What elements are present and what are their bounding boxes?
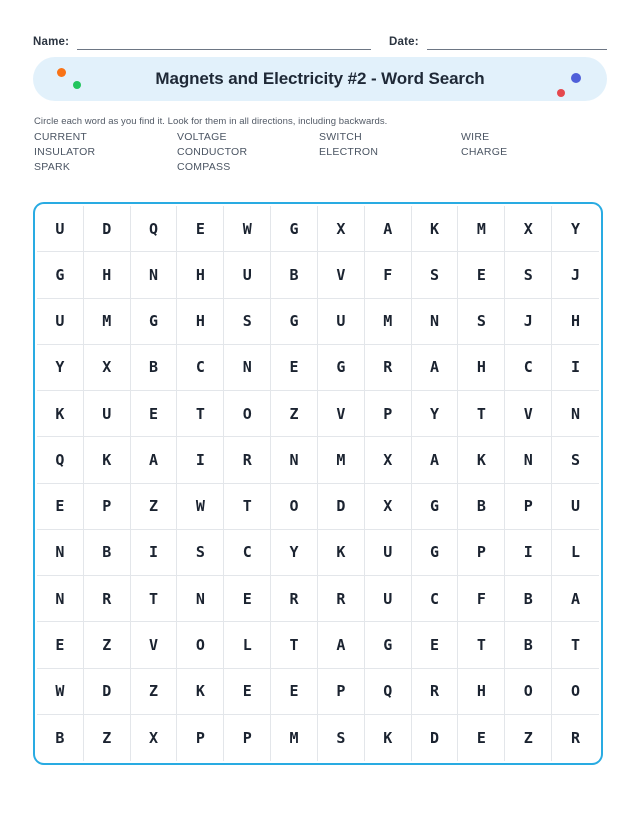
grid-cell-r11-c12[interactable]: O bbox=[552, 669, 599, 715]
grid-cell-r1-c7[interactable]: X bbox=[318, 206, 365, 252]
grid-cell-r11-c5[interactable]: E bbox=[224, 669, 271, 715]
grid-cell-r5-c10[interactable]: T bbox=[458, 391, 505, 437]
grid-cell-r12-c11[interactable]: Z bbox=[505, 715, 552, 761]
grid-cell-r6-c11[interactable]: N bbox=[505, 437, 552, 483]
grid-cell-r1-c12[interactable]: Y bbox=[552, 206, 599, 252]
grid-cell-r2-c3[interactable]: N bbox=[131, 252, 178, 298]
grid-cell-r6-c7[interactable]: M bbox=[318, 437, 365, 483]
word-list-item[interactable]: CHARGE bbox=[461, 146, 508, 158]
grid-cell-r7-c1[interactable]: E bbox=[37, 484, 84, 530]
grid-cell-r10-c8[interactable]: G bbox=[365, 622, 412, 668]
grid-cell-r9-c5[interactable]: E bbox=[224, 576, 271, 622]
grid-cell-r3-c5[interactable]: S bbox=[224, 299, 271, 345]
grid-cell-r2-c9[interactable]: S bbox=[412, 252, 459, 298]
date-field-group bbox=[389, 34, 607, 50]
grid-cell-r6-c12[interactable]: S bbox=[552, 437, 599, 483]
grid-cell-r4-c11[interactable]: C bbox=[505, 345, 552, 391]
grid-cell-r3-c9[interactable]: N bbox=[412, 299, 459, 345]
grid-cell-r6-c9[interactable]: A bbox=[412, 437, 459, 483]
grid-cell-r3-c6[interactable]: G bbox=[271, 299, 318, 345]
grid-cell-r8-c8[interactable]: U bbox=[365, 530, 412, 576]
word-list-item[interactable]: COMPASS bbox=[177, 161, 231, 173]
grid-cell-r4-c5[interactable]: N bbox=[224, 345, 271, 391]
grid-cell-r11-c10[interactable]: H bbox=[458, 669, 505, 715]
grid-cell-r9-c2[interactable]: R bbox=[84, 576, 131, 622]
grid-cell-r8-c2[interactable]: B bbox=[84, 530, 131, 576]
grid-cell-r12-c5[interactable]: P bbox=[224, 715, 271, 761]
word-list-item[interactable]: SWITCH bbox=[319, 131, 362, 143]
grid-cell-r11-c4[interactable]: K bbox=[177, 669, 224, 715]
grid-cell-r11-c2[interactable]: D bbox=[84, 669, 131, 715]
grid-cell-r11-c9[interactable]: R bbox=[412, 669, 459, 715]
grid-cell-r5-c12[interactable]: N bbox=[552, 391, 599, 437]
grid-cell-r6-c6[interactable]: N bbox=[271, 437, 318, 483]
grid-cell-r2-c7[interactable]: V bbox=[318, 252, 365, 298]
grid-cell-r4-c7[interactable]: G bbox=[318, 345, 365, 391]
grid-cell-r10-c6[interactable]: T bbox=[271, 622, 318, 668]
grid-cell-r11-c11[interactable]: O bbox=[505, 669, 552, 715]
grid-cell-r12-c6[interactable]: M bbox=[271, 715, 318, 761]
word-list-row bbox=[34, 145, 608, 160]
grid-cell-r11-c7[interactable]: P bbox=[318, 669, 365, 715]
title-banner bbox=[33, 57, 607, 101]
word-list-item[interactable]: ELECTRON bbox=[319, 146, 379, 158]
grid-cell-r6-c10[interactable]: K bbox=[458, 437, 505, 483]
grid-cell-r6-c3[interactable]: A bbox=[131, 437, 178, 483]
grid-cell-r4-c12[interactable]: I bbox=[552, 345, 599, 391]
grid-cell-r6-c1[interactable]: Q bbox=[37, 437, 84, 483]
grid-cell-r2-c5[interactable]: U bbox=[224, 252, 271, 298]
grid-cell-r5-c2[interactable]: U bbox=[84, 391, 131, 437]
grid-cell-r9-c1[interactable]: N bbox=[37, 576, 84, 622]
grid-cell-r8-c3[interactable]: I bbox=[131, 530, 178, 576]
grid-cell-r8-c6[interactable]: Y bbox=[271, 530, 318, 576]
grid-cell-r10-c9[interactable]: E bbox=[412, 622, 459, 668]
grid-cell-r7-c10[interactable]: B bbox=[458, 484, 505, 530]
grid-cell-r3-c2[interactable]: M bbox=[84, 299, 131, 345]
word-list-row bbox=[34, 130, 608, 145]
grid-cell-r1-c9[interactable]: K bbox=[412, 206, 459, 252]
instructions-text: Circle each word as you find it. Look for them in all directions, including backwards. bbox=[34, 116, 388, 127]
grid-cell-r5-c7[interactable]: V bbox=[318, 391, 365, 437]
grid-cell-r7-c5[interactable]: T bbox=[224, 484, 271, 530]
word-list-item[interactable]: SPARK bbox=[34, 161, 71, 173]
grid-cell-r5-c1[interactable]: K bbox=[37, 391, 84, 437]
grid-cell-r1-c8[interactable]: A bbox=[365, 206, 412, 252]
grid-cell-r7-c2[interactable]: P bbox=[84, 484, 131, 530]
grid-cell-r3-c3[interactable]: G bbox=[131, 299, 178, 345]
grid-cell-r4-c6[interactable]: E bbox=[271, 345, 318, 391]
name-date-row bbox=[33, 30, 607, 50]
grid-cell-r3-c7[interactable]: U bbox=[318, 299, 365, 345]
grid-cell-r4-c9[interactable]: A bbox=[412, 345, 459, 391]
grid-cell-r2-c12[interactable]: J bbox=[552, 252, 599, 298]
grid-cell-r4-c4[interactable]: C bbox=[177, 345, 224, 391]
grid-cell-r1-c10[interactable]: M bbox=[458, 206, 505, 252]
grid-cell-r8-c4[interactable]: S bbox=[177, 530, 224, 576]
grid-cell-r10-c5[interactable]: L bbox=[224, 622, 271, 668]
grid-cell-r3-c12[interactable]: H bbox=[552, 299, 599, 345]
grid-cell-r7-c6[interactable]: O bbox=[271, 484, 318, 530]
grid-cell-r6-c4[interactable]: I bbox=[177, 437, 224, 483]
grid-cell-r1-c6[interactable]: G bbox=[271, 206, 318, 252]
grid-cell-r1-c2[interactable]: D bbox=[84, 206, 131, 252]
grid-cell-r12-c9[interactable]: D bbox=[412, 715, 459, 761]
grid-cell-r11-c6[interactable]: E bbox=[271, 669, 318, 715]
grid-cell-r3-c11[interactable]: J bbox=[505, 299, 552, 345]
grid-cell-r5-c9[interactable]: Y bbox=[412, 391, 459, 437]
grid-cell-r12-c12[interactable]: R bbox=[552, 715, 599, 761]
word-list-item[interactable]: WIRE bbox=[461, 131, 490, 143]
grid-cell-r4-c8[interactable]: R bbox=[365, 345, 412, 391]
word-search-grid-container bbox=[33, 202, 603, 765]
grid-cell-r8-c5[interactable]: C bbox=[224, 530, 271, 576]
grid-cell-r2-c1[interactable]: G bbox=[37, 252, 84, 298]
grid-cell-r3-c1[interactable]: U bbox=[37, 299, 84, 345]
name-field-group bbox=[33, 34, 371, 50]
grid-cell-r12-c2[interactable]: Z bbox=[84, 715, 131, 761]
grid-cell-r1-c3[interactable]: Q bbox=[131, 206, 178, 252]
grid-cell-r4-c10[interactable]: H bbox=[458, 345, 505, 391]
grid-cell-r10-c7[interactable]: A bbox=[318, 622, 365, 668]
word-list bbox=[34, 130, 608, 175]
date-label: Date: bbox=[389, 36, 419, 48]
name-label: Name: bbox=[33, 36, 70, 48]
grid-cell-r7-c12[interactable]: U bbox=[552, 484, 599, 530]
grid-cell-r10-c1[interactable]: E bbox=[37, 622, 84, 668]
grid-cell-r9-c10[interactable]: F bbox=[458, 576, 505, 622]
word-list-item[interactable]: CONDUCTOR bbox=[177, 146, 248, 158]
grid-cell-r9-c7[interactable]: R bbox=[318, 576, 365, 622]
grid-cell-r8-c9[interactable]: G bbox=[412, 530, 459, 576]
date-input[interactable] bbox=[427, 34, 607, 50]
grid-cell-r9-c6[interactable]: R bbox=[271, 576, 318, 622]
grid-cell-r5-c11[interactable]: V bbox=[505, 391, 552, 437]
word-list-item[interactable]: CURRENT bbox=[34, 131, 88, 143]
grid-cell-r7-c11[interactable]: P bbox=[505, 484, 552, 530]
grid-cell-r10-c4[interactable]: O bbox=[177, 622, 224, 668]
grid-cell-r8-c11[interactable]: I bbox=[505, 530, 552, 576]
grid-cell-r7-c4[interactable]: W bbox=[177, 484, 224, 530]
grid-cell-r9-c3[interactable]: T bbox=[131, 576, 178, 622]
grid-cell-r9-c9[interactable]: C bbox=[412, 576, 459, 622]
grid-cell-r11-c8[interactable]: Q bbox=[365, 669, 412, 715]
grid-cell-r8-c1[interactable]: N bbox=[37, 530, 84, 576]
grid-cell-r4-c3[interactable]: B bbox=[131, 345, 178, 391]
grid-cell-r8-c10[interactable]: P bbox=[458, 530, 505, 576]
word-list-item[interactable]: INSULATOR bbox=[34, 146, 96, 158]
grid-cell-r8-c12[interactable]: L bbox=[552, 530, 599, 576]
grid-cell-r3-c4[interactable]: H bbox=[177, 299, 224, 345]
grid-cell-r2-c6[interactable]: B bbox=[271, 252, 318, 298]
grid-cell-r2-c8[interactable]: F bbox=[365, 252, 412, 298]
grid-cell-r5-c3[interactable]: E bbox=[131, 391, 178, 437]
grid-cell-r1-c4[interactable]: E bbox=[177, 206, 224, 252]
grid-cell-r10-c10[interactable]: T bbox=[458, 622, 505, 668]
grid-cell-r12-c7[interactable]: S bbox=[318, 715, 365, 761]
grid-cell-r2-c11[interactable]: S bbox=[505, 252, 552, 298]
grid-cell-r1-c1[interactable]: U bbox=[37, 206, 84, 252]
grid-cell-r5-c4[interactable]: T bbox=[177, 391, 224, 437]
grid-cell-r3-c8[interactable]: M bbox=[365, 299, 412, 345]
word-list-item[interactable]: VOLTAGE bbox=[177, 131, 227, 143]
grid-cell-r2-c10[interactable]: E bbox=[458, 252, 505, 298]
grid-cell-r6-c5[interactable]: R bbox=[224, 437, 271, 483]
grid-cell-r9-c4[interactable]: N bbox=[177, 576, 224, 622]
page-title: Magnets and Electricity #2 - Word Search bbox=[155, 69, 485, 88]
grid-cell-r12-c4[interactable]: P bbox=[177, 715, 224, 761]
name-input[interactable] bbox=[77, 34, 371, 50]
grid-cell-r7-c3[interactable]: Z bbox=[131, 484, 178, 530]
grid-cell-r1-c11[interactable]: X bbox=[505, 206, 552, 252]
grid-cell-r7-c7[interactable]: D bbox=[318, 484, 365, 530]
grid-cell-r2-c4[interactable]: H bbox=[177, 252, 224, 298]
grid-cell-r12-c10[interactable]: E bbox=[458, 715, 505, 761]
grid-cell-r12-c3[interactable]: X bbox=[131, 715, 178, 761]
grid-cell-r6-c8[interactable]: X bbox=[365, 437, 412, 483]
grid-cell-r10-c12[interactable]: T bbox=[552, 622, 599, 668]
grid-cell-r3-c10[interactable]: S bbox=[458, 299, 505, 345]
grid-cell-r8-c7[interactable]: K bbox=[318, 530, 365, 576]
grid-cell-r6-c2[interactable]: K bbox=[84, 437, 131, 483]
word-list-row bbox=[34, 160, 608, 175]
grid-cell-r5-c8[interactable]: P bbox=[365, 391, 412, 437]
grid-cell-r11-c3[interactable]: Z bbox=[131, 669, 178, 715]
grid-cell-r11-c1[interactable]: W bbox=[37, 669, 84, 715]
grid-cell-r12-c1[interactable]: B bbox=[37, 715, 84, 761]
word-search-grid[interactable] bbox=[37, 206, 599, 761]
grid-cell-r10-c11[interactable]: B bbox=[505, 622, 552, 668]
grid-cell-r12-c8[interactable]: K bbox=[365, 715, 412, 761]
decorative-dot-red-icon bbox=[557, 89, 565, 97]
grid-cell-r10-c3[interactable]: V bbox=[131, 622, 178, 668]
grid-cell-r7-c9[interactable]: G bbox=[412, 484, 459, 530]
grid-cell-r9-c8[interactable]: U bbox=[365, 576, 412, 622]
grid-cell-r4-c2[interactable]: X bbox=[84, 345, 131, 391]
grid-cell-r2-c2[interactable]: H bbox=[84, 252, 131, 298]
grid-cell-r9-c12[interactable]: A bbox=[552, 576, 599, 622]
grid-cell-r7-c8[interactable]: X bbox=[365, 484, 412, 530]
grid-cell-r4-c1[interactable]: Y bbox=[37, 345, 84, 391]
grid-cell-r10-c2[interactable]: Z bbox=[84, 622, 131, 668]
grid-cell-r9-c11[interactable]: B bbox=[505, 576, 552, 622]
grid-cell-r5-c6[interactable]: Z bbox=[271, 391, 318, 437]
grid-cell-r1-c5[interactable]: W bbox=[224, 206, 271, 252]
grid-cell-r5-c5[interactable]: O bbox=[224, 391, 271, 437]
